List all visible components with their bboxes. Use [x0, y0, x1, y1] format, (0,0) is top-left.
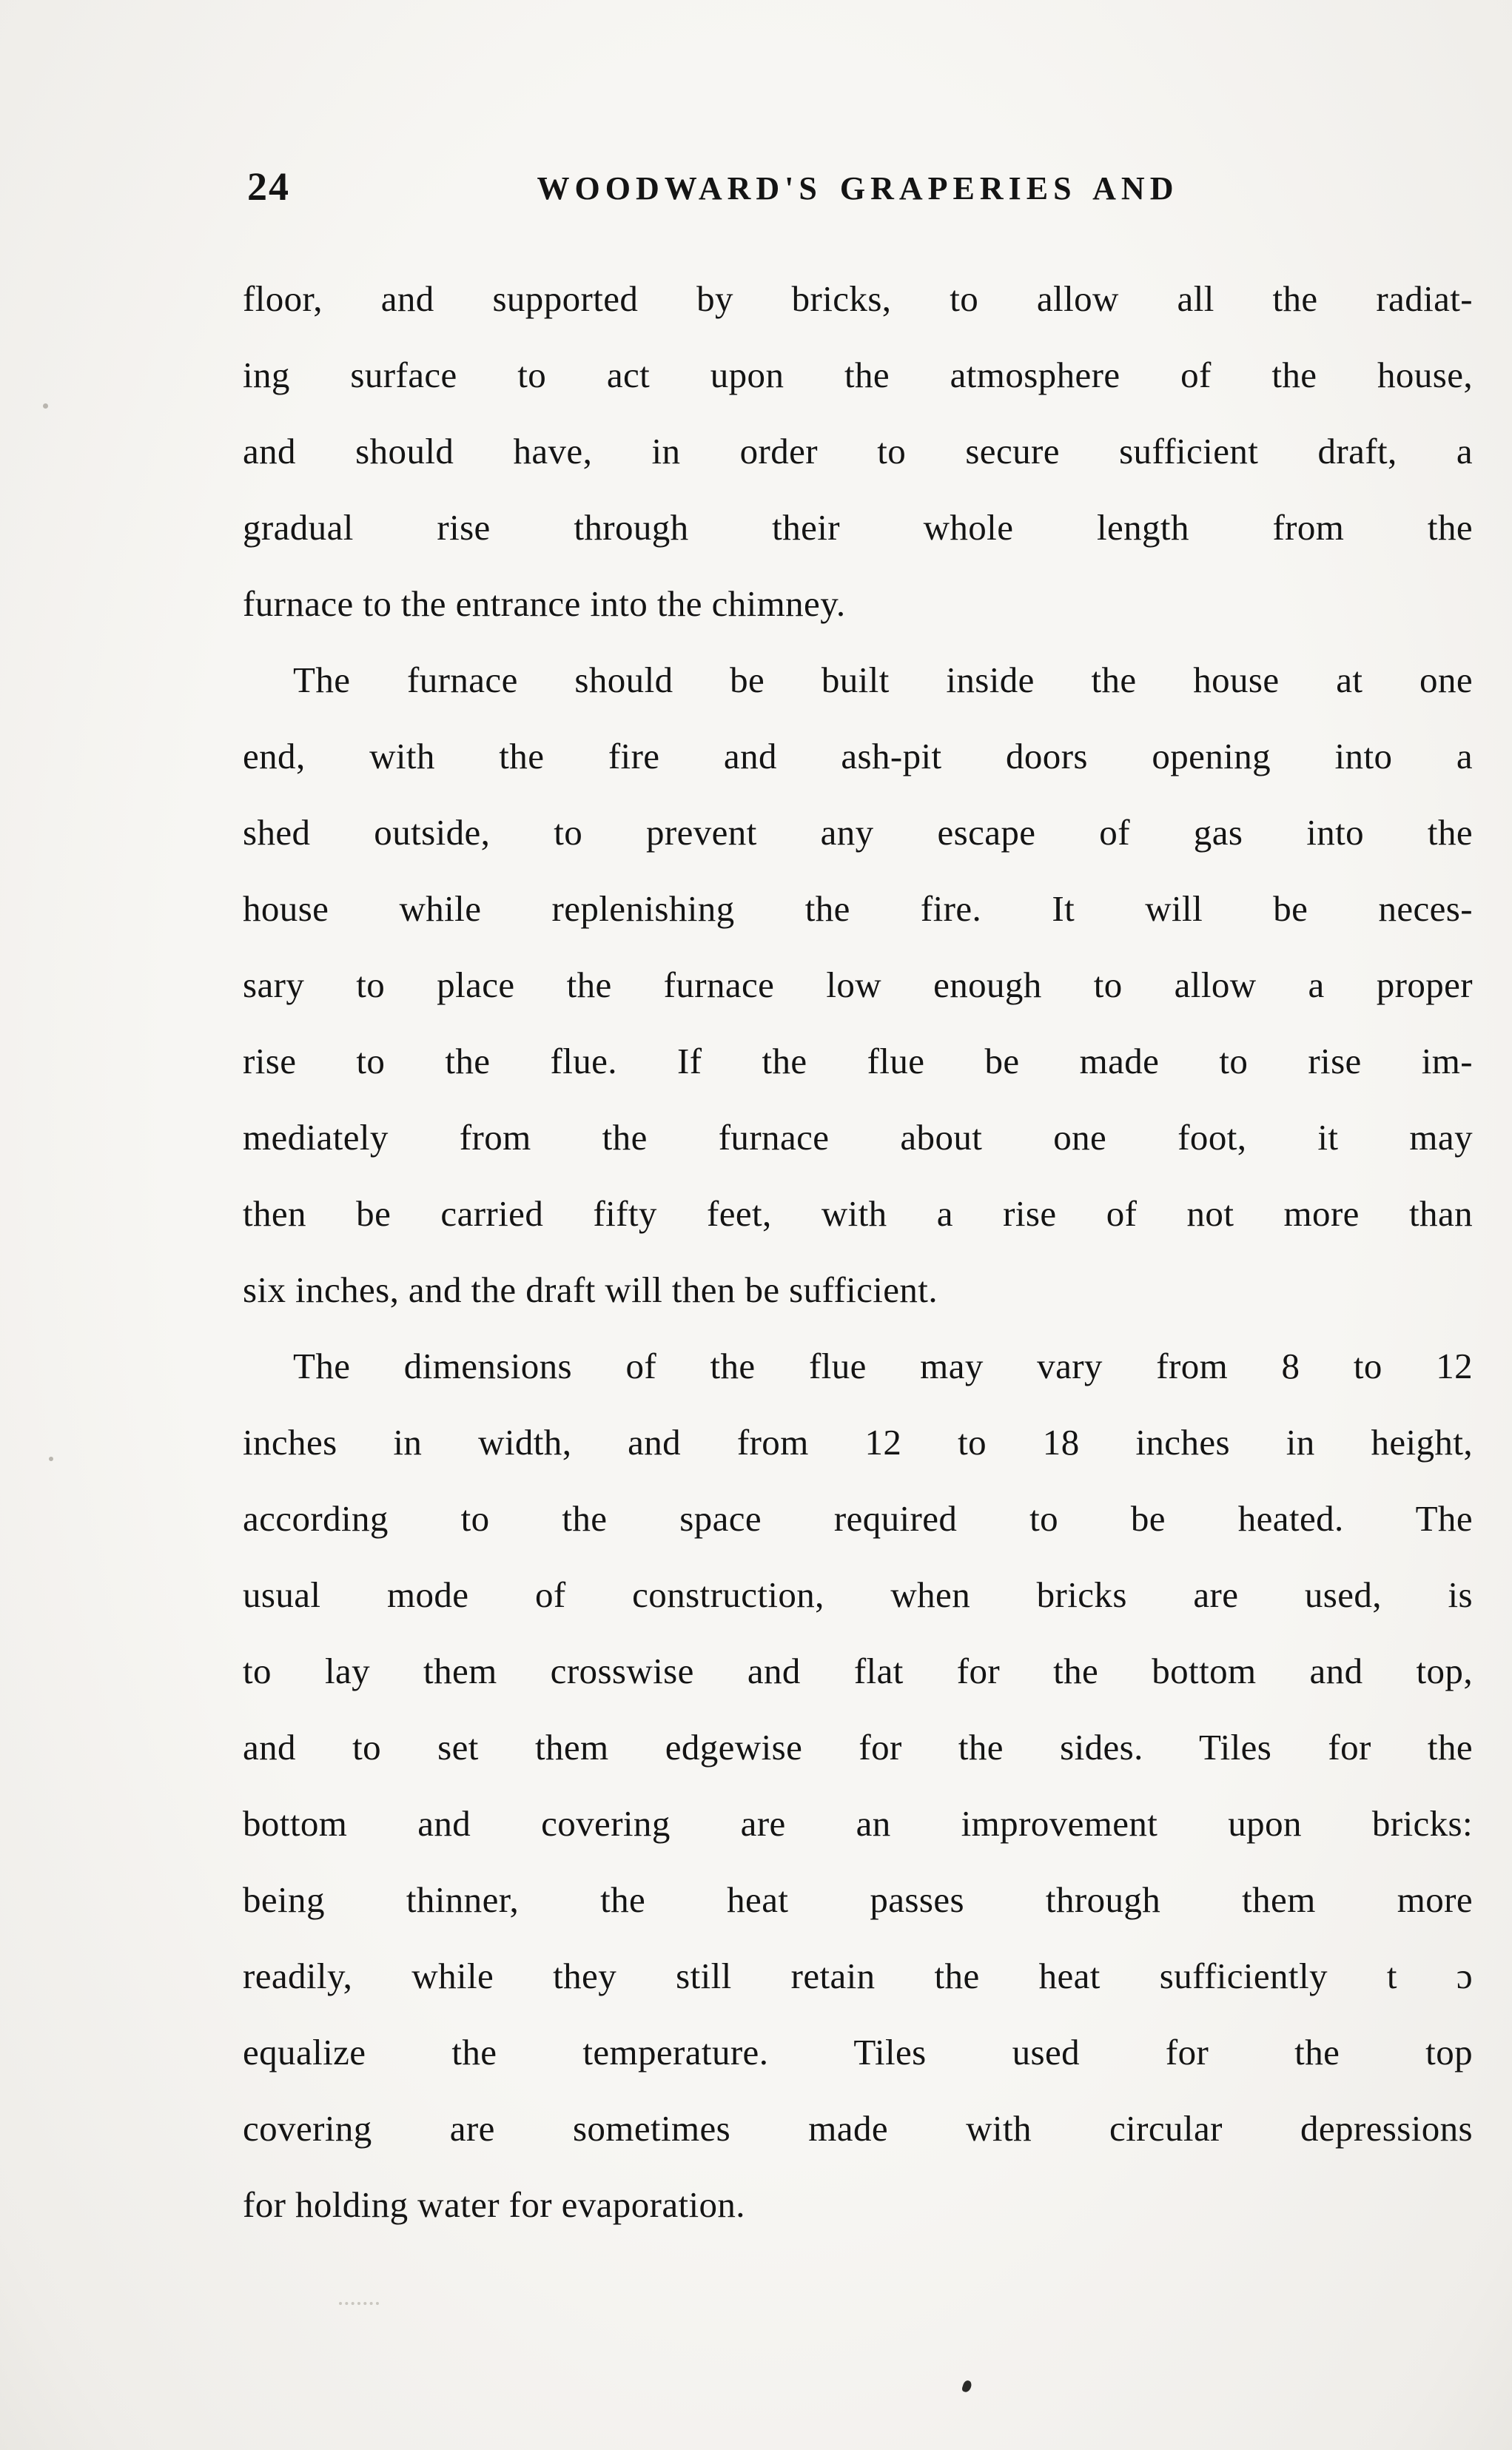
- text-line: then be carried fifty feet, with a rise of not more than: [243, 1193, 1473, 1234]
- text-line: ing surface to act upon the atmosphere of the house,: [243, 355, 1473, 395]
- scan-artifact: [339, 2302, 379, 2305]
- text-line: for holding water for evaporation.: [243, 2184, 745, 2225]
- page-header: [243, 164, 1473, 216]
- text-line: six inches, and the draft will then be sufficient.: [243, 1269, 938, 1310]
- text-line: The furnace should be built inside the house at one: [293, 660, 1473, 700]
- text-line: according to the space required to be heated. The: [243, 1498, 1473, 1539]
- text-line: being thinner, the heat passes through them more: [243, 1879, 1473, 1920]
- text-line: furnace to the entrance into the chimney.: [243, 583, 846, 624]
- text-block: [243, 261, 1473, 2243]
- text-line: mediately from the furnace about one foot, it may: [243, 1117, 1473, 1158]
- text-line: and should have, in order to secure sufficient draft, a: [243, 431, 1473, 471]
- text-line: covering are sometimes made with circular depressions: [243, 2108, 1473, 2149]
- text-line: and to set them edgewise for the sides. Tiles for the: [243, 1727, 1473, 1768]
- text-line: equalize the temperature. Tiles used for the top: [243, 2032, 1473, 2073]
- text-line: sary to place the furnace low enough to allow a proper: [243, 964, 1473, 1005]
- text-line: usual mode of construction, when bricks are used, is: [243, 1574, 1473, 1615]
- text-line: rise to the flue. If the flue be made to rise im-: [243, 1041, 1473, 1081]
- text-line: to lay them crosswise and flat for the bottom and top,: [243, 1651, 1473, 1691]
- text-line: bottom and covering are an improvement upon bricks:: [243, 1803, 1473, 1844]
- page-number: 24: [247, 164, 290, 209]
- text-line: end, with the fire and ash-pit doors opening into a: [243, 736, 1473, 776]
- text-line: gradual rise through their whole length from the: [243, 507, 1473, 548]
- text-line: house while replenishing the fire. It will be neces-: [243, 888, 1473, 929]
- dust-speck: [43, 403, 48, 409]
- text-line: inches in width, and from 12 to 18 inches in height,: [243, 1422, 1473, 1463]
- text-line: shed outside, to prevent any escape of gas into the: [243, 812, 1473, 853]
- text-line: The dimensions of the flue may vary from 8 to 12: [293, 1346, 1473, 1386]
- text-line: readily, while they still retain the heat sufficiently t ɔ: [243, 1956, 1473, 1996]
- text-line: floor, and supported by bricks, to allow all the radiat-: [243, 278, 1473, 319]
- ink-speck: [961, 2380, 972, 2394]
- running-header: WOODWARD'S GRAPERIES AND: [537, 170, 1179, 207]
- dust-speck: [49, 1457, 53, 1461]
